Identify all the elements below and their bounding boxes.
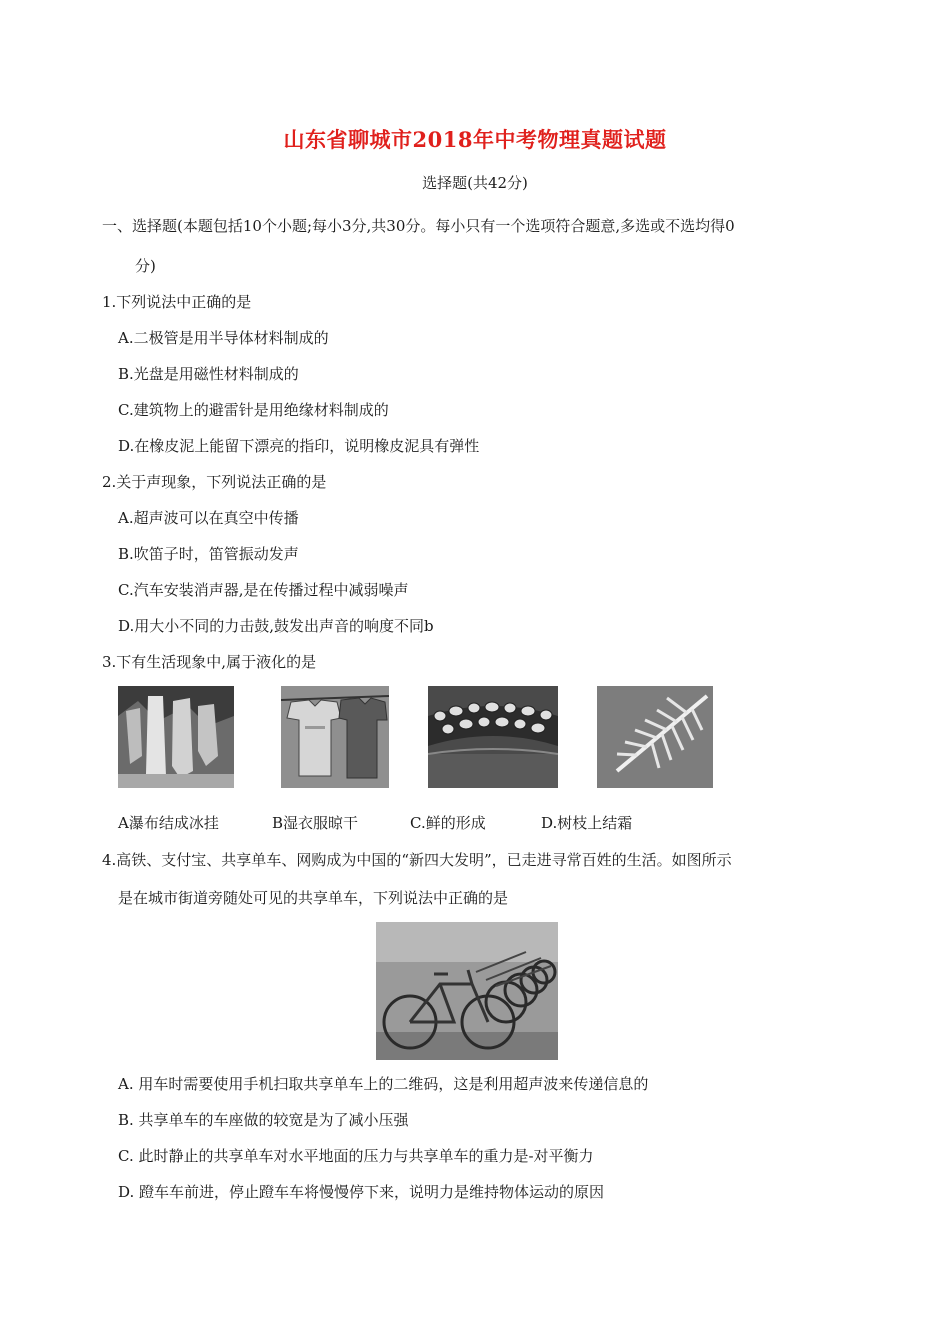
page-title: 山东省聊城市2018年中考物理真题试题 xyxy=(283,127,667,152)
q1-option-b: B.光盘是用磁性材料制成的 xyxy=(118,365,299,383)
q1-stem: 1.下列说法中正确的是 xyxy=(102,293,252,311)
section-instructions-line1: 一、选择题(本题包括10个小题;每小3分,共30分。每小只有一个选项符合题意,多选或不选均得0 xyxy=(102,217,735,235)
q4-stem-line2: 是在城市街道旁随处可见的共享单车，下列说法中正确的是 xyxy=(118,889,509,907)
section-instructions-line2: 分) xyxy=(135,257,156,275)
q2-option-a: A.超声波可以在真空中传播 xyxy=(118,509,299,527)
frost-branch-image xyxy=(597,686,713,788)
shared-bicycles-image xyxy=(376,922,558,1060)
q1-option-a: A.二极管是用半导体材料制成的 xyxy=(118,329,329,347)
q2-option-b: B.吹笛子时，笛管振动发声 xyxy=(118,545,299,563)
q3-caption-c: C.鲜的形成 xyxy=(410,814,486,832)
q1-option-d: D.在橡皮泥上能留下漂亮的指印，说明橡皮泥具有弹性 xyxy=(118,437,480,455)
section-subtitle: 选择题(共42分) xyxy=(422,174,528,192)
q4-option-b: B. 共享单车的车座做的较宽是为了减小压强 xyxy=(118,1111,409,1129)
q3-caption-d: D.树枝上结霜 xyxy=(541,814,633,832)
q3-stem: 3.下有生活现象中,属于液化的是 xyxy=(102,653,317,671)
q4-stem-line1: 4.高铁、支付宝、共享单车、网购成为中国的“新四大发明”，已走进寻常百姓的生活。如图所示 xyxy=(102,851,732,869)
q4-option-d: D. 蹬车车前进，停止蹬车车将慢慢停下来，说明力是维持物体运动的原因 xyxy=(118,1183,605,1201)
q4-option-a: A. 用车时需要使用手机扫取共享单车上的二维码，这是利用超声波来传递信息的 xyxy=(118,1075,649,1093)
q4-option-c: C. 此时静止的共享单车对水平地面的压力与共享单车的重力是-对平衡力 xyxy=(118,1147,594,1165)
q2-option-c: C.汽车安装消声器,是在传播过程中减弱噪声 xyxy=(118,581,409,599)
frozen-waterfall-image xyxy=(118,686,234,788)
q3-caption-b: B湿衣服晾干 xyxy=(272,814,359,832)
q2-stem: 2.关于声现象，下列说法正确的是 xyxy=(102,473,327,491)
q1-option-c: C.建筑物上的避雷针是用绝缘材料制成的 xyxy=(118,401,389,419)
water-droplets-image xyxy=(428,686,558,788)
q3-caption-a: A瀑布结成冰挂 xyxy=(118,814,219,832)
q2-option-d: D.用大小不同的力击鼓,鼓发出声音的响度不同b xyxy=(118,617,434,635)
drying-clothes-image xyxy=(281,686,389,788)
